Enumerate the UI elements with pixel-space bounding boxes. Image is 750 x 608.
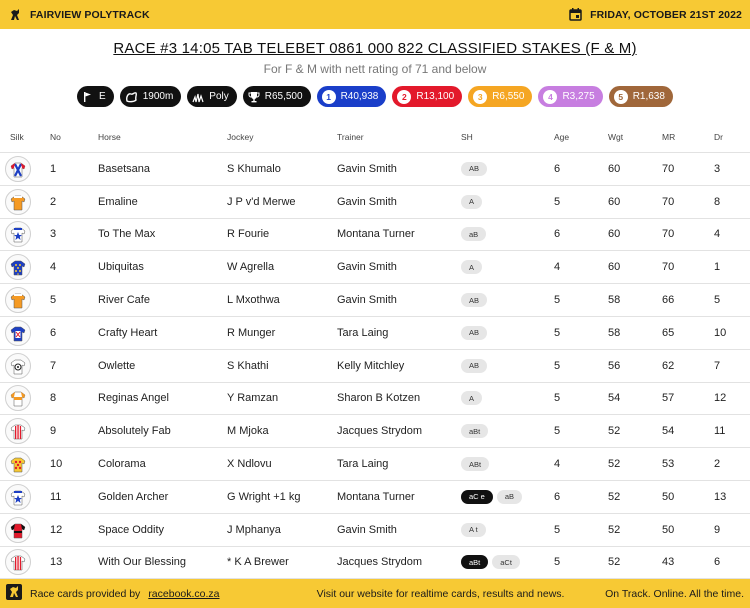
speed-handicap: [461, 195, 482, 209]
jockey-silk-icon: [5, 353, 31, 379]
merit-rating: 70: [662, 162, 675, 175]
draw-number: 13: [714, 490, 727, 503]
sh-pill: A: [461, 260, 482, 274]
horse-weight: 52: [608, 556, 621, 569]
jockey-silk-icon: [5, 451, 31, 477]
jockey-name[interactable]: * K A Brewer: [227, 556, 289, 569]
horse-age: 4: [554, 261, 561, 274]
jockey-name[interactable]: L Mxothwa: [227, 294, 280, 307]
date-text: FRIDAY, OCTOBER 21ST 2022: [590, 8, 742, 21]
header-horse: Horse: [98, 131, 121, 142]
jockey-silk-icon: [5, 156, 31, 182]
trainer-name[interactable]: Jacques Strydom: [337, 556, 422, 569]
horse-name[interactable]: Emaline: [98, 195, 138, 208]
draw-number: 7: [714, 359, 721, 372]
merit-rating: 70: [662, 195, 675, 208]
sh-pill: AB: [461, 359, 487, 373]
sh-pill: aCt: [492, 555, 520, 569]
merit-rating: 53: [662, 458, 675, 471]
horse-age: 5: [554, 195, 561, 208]
top-bar: [0, 0, 750, 29]
trainer-name[interactable]: Gavin Smith: [337, 294, 397, 307]
header-wgt: Wgt: [608, 131, 624, 142]
jockey-silk-icon: [5, 517, 31, 543]
footer-message: Visit our website for realtime cards, results and news.: [316, 587, 565, 600]
footer-credit-text: Race cards provided by: [30, 587, 141, 600]
speed-handicap: [461, 424, 488, 438]
surface-badge: [187, 86, 236, 107]
jockey-name[interactable]: S Khathi: [227, 359, 269, 372]
draw-number: 4: [714, 228, 721, 241]
table-row[interactable]: [0, 350, 750, 383]
purse-value: R65,500: [264, 91, 303, 102]
runner-number: 4: [50, 261, 57, 274]
runner-number: 11: [50, 490, 62, 503]
horse-weight: 60: [608, 261, 621, 274]
sh-pill: aBt: [461, 424, 488, 438]
place-4-amount: R3,275: [562, 91, 595, 102]
table-row[interactable]: [0, 219, 750, 252]
speed-handicap: [461, 293, 487, 307]
speed-handicap: [461, 490, 522, 504]
table-header: [0, 121, 750, 153]
sh-pill: aC e: [461, 490, 493, 504]
grass-icon: [192, 91, 204, 103]
runner-number: 2: [50, 195, 57, 208]
runner-number: 12: [50, 523, 63, 536]
horse-name[interactable]: Space Oddity: [98, 523, 165, 536]
place-3-number: 3: [473, 90, 487, 104]
table-row[interactable]: [0, 481, 750, 514]
horse-name[interactable]: Owlette: [98, 359, 136, 372]
jockey-name[interactable]: W Agrella: [227, 261, 275, 274]
header-sh: SH: [461, 131, 473, 142]
horse-logo-icon: [8, 8, 22, 22]
jockey-silk-icon: [5, 484, 31, 510]
trainer-name[interactable]: Tara Laing: [337, 458, 389, 471]
horse-weight: 60: [608, 162, 621, 175]
merit-rating: 70: [662, 228, 675, 241]
horse-age: 5: [554, 359, 561, 372]
speed-handicap: [461, 457, 489, 471]
draw-number: 5: [714, 294, 721, 307]
table-row[interactable]: [0, 153, 750, 186]
trainer-name[interactable]: Gavin Smith: [337, 261, 397, 274]
track-icon: [125, 91, 138, 103]
table-body: [0, 153, 750, 579]
surface-value: Poly: [209, 91, 229, 102]
runner-number: 1: [50, 162, 57, 175]
table-row[interactable]: [0, 514, 750, 547]
sh-pill: A: [461, 391, 482, 405]
speed-handicap: [461, 227, 486, 241]
jockey-name[interactable]: J Mphanya: [227, 523, 281, 536]
place-3-amount: R6,550: [492, 91, 525, 102]
speed-handicap: [461, 523, 486, 537]
horse-name[interactable]: Crafty Heart: [98, 326, 158, 339]
draw-number: 9: [714, 523, 721, 536]
trainer-name[interactable]: Gavin Smith: [337, 162, 397, 175]
jockey-silk-icon: [5, 254, 31, 280]
horse-age: 6: [554, 162, 561, 175]
horse-name[interactable]: Basetsana: [98, 162, 150, 175]
horse-age: 5: [554, 392, 561, 405]
horse-age: 4: [554, 458, 561, 471]
trainer-name[interactable]: Kelly Mitchley: [337, 359, 405, 372]
sh-pill: aBt: [461, 555, 488, 569]
table-row[interactable]: [0, 251, 750, 284]
jockey-silk-icon: [5, 418, 31, 444]
jockey-name[interactable]: G Wright +1 kg: [227, 490, 301, 503]
horse-age: 5: [554, 556, 561, 569]
jockey-silk-icon: [5, 385, 31, 411]
runner-number: 6: [50, 326, 57, 339]
speed-handicap: [461, 359, 487, 373]
table-row[interactable]: [0, 415, 750, 448]
merit-rating: 62: [662, 359, 675, 372]
horse-name[interactable]: Ubiquitas: [98, 261, 144, 274]
horse-age: 5: [554, 326, 561, 339]
horse-name[interactable]: Reginas Angel: [98, 392, 169, 405]
calendar-icon: [569, 8, 582, 21]
jockey-silk-icon: [5, 549, 31, 575]
table-row[interactable]: [0, 284, 750, 317]
header-jockey: Jockey: [227, 131, 254, 142]
speed-handicap: [461, 555, 520, 569]
jockey-silk-icon: [5, 320, 31, 346]
runner-number: 9: [50, 425, 57, 438]
sh-pill: A t: [461, 523, 486, 537]
table-row[interactable]: [0, 186, 750, 219]
table-row[interactable]: [0, 317, 750, 350]
horse-weight: 54: [608, 392, 621, 405]
speed-handicap: [461, 391, 482, 405]
header-trainer: Trainer: [337, 131, 364, 142]
trainer-name[interactable]: Sharon B Kotzen: [337, 392, 421, 405]
horse-name[interactable]: With Our Blessing: [98, 556, 187, 569]
trainer-name[interactable]: Tara Laing: [337, 326, 389, 339]
horse-name[interactable]: To The Max: [98, 228, 156, 241]
jockey-silk-icon: [5, 287, 31, 313]
jockey-name[interactable]: R Munger: [227, 326, 276, 339]
jockey-name[interactable]: S Khumalo: [227, 162, 281, 175]
horse-weight: 58: [608, 326, 621, 339]
sh-pill: A: [461, 195, 482, 209]
trainer-name[interactable]: Jacques Strydom: [337, 425, 422, 438]
table-row[interactable]: [0, 383, 750, 416]
table-row[interactable]: [0, 448, 750, 481]
horse-weight: 58: [608, 294, 621, 307]
place-4-number: 4: [543, 90, 557, 104]
place-2-number: 2: [397, 90, 411, 104]
horse-name[interactable]: Colorama: [98, 458, 146, 471]
jockey-name[interactable]: Y Ramzan: [227, 392, 279, 405]
speed-handicap: [461, 326, 487, 340]
draw-number: 10: [714, 326, 727, 339]
horse-weight: 52: [608, 523, 621, 536]
footer-credit: [6, 584, 276, 603]
merit-rating: 70: [662, 261, 675, 274]
horse-age: 6: [554, 490, 561, 503]
runner-number: 7: [50, 359, 57, 372]
merit-rating: 57: [662, 392, 675, 405]
header-no: No: [50, 131, 61, 142]
draw-number: 6: [714, 556, 721, 569]
place-5-number: 5: [614, 90, 628, 104]
distance-badge: [120, 86, 182, 107]
runner-number: 13: [50, 556, 63, 569]
jockey-silk-icon: [5, 189, 31, 215]
place-2-amount: R13,100: [416, 91, 455, 102]
jockey-name[interactable]: M Mjoka: [227, 425, 269, 438]
horse-weight: 52: [608, 490, 621, 503]
merit-rating: 50: [662, 490, 675, 503]
racebook-link[interactable]: racebook.co.za: [148, 587, 220, 600]
direction-badge: [77, 86, 114, 107]
trainer-name[interactable]: Gavin Smith: [337, 523, 397, 536]
distance-value: 1900m: [142, 91, 174, 102]
sh-pill: aB: [497, 490, 522, 504]
place-1-amount: R40,938: [340, 91, 379, 102]
jockey-silk-icon: [5, 221, 31, 247]
header-age: Age: [554, 131, 570, 142]
horse-age: 6: [554, 228, 561, 241]
racebook-logo-icon: [6, 584, 22, 603]
table-row[interactable]: [0, 547, 750, 580]
sh-pill: AB: [461, 293, 487, 307]
merit-rating: 66: [662, 294, 675, 307]
horse-weight: 56: [608, 359, 621, 372]
merit-rating: 50: [662, 523, 675, 536]
direction-value: E: [99, 91, 106, 102]
brand: [8, 8, 150, 22]
trainer-name[interactable]: Montana Turner: [337, 490, 415, 503]
horse-weight: 52: [608, 458, 621, 471]
horse-weight: 60: [608, 228, 621, 241]
jockey-name[interactable]: J P v'd Merwe: [227, 195, 296, 208]
sh-pill: aB: [461, 227, 486, 241]
horse-weight: 60: [608, 195, 621, 208]
horse-name[interactable]: Absolutely Fab: [98, 425, 171, 438]
horse-weight: 52: [608, 425, 621, 438]
speed-handicap: [461, 162, 487, 176]
header-silk: Silk: [10, 131, 24, 142]
merit-rating: 65: [662, 326, 675, 339]
runner-number: 10: [50, 458, 63, 471]
place-3-badge: [468, 86, 532, 107]
race-title: RACE #3 14:05 TAB TELEBET 0861 000 822 CLASSIFIED STAKES (F & M): [113, 40, 637, 57]
race-card-table: [0, 121, 750, 579]
draw-number: 2: [714, 458, 721, 471]
place-5-amount: R1,638: [632, 91, 665, 102]
race-date: [569, 8, 742, 21]
place-1-badge: [317, 86, 387, 107]
place-4-badge: [538, 86, 602, 107]
trainer-name[interactable]: Montana Turner: [337, 228, 415, 241]
sh-pill: ABt: [461, 457, 489, 471]
horse-name[interactable]: Golden Archer: [98, 490, 169, 503]
flag-icon: [82, 91, 94, 103]
runner-number: 3: [50, 228, 57, 241]
horse-name[interactable]: River Cafe: [98, 294, 150, 307]
header-dr: Dr: [714, 131, 723, 142]
purse-badge: [243, 86, 311, 107]
speed-handicap: [461, 260, 482, 274]
sh-pill: AB: [461, 162, 487, 176]
merit-rating: 43: [662, 556, 675, 569]
draw-number: 11: [714, 425, 726, 438]
footer-bar: [0, 579, 750, 608]
runner-number: 5: [50, 294, 57, 307]
draw-number: 8: [714, 195, 721, 208]
draw-number: 1: [714, 261, 721, 274]
brand-title: FAIRVIEW POLYTRACK: [30, 8, 150, 21]
place-1-number: 1: [322, 90, 336, 104]
horse-age: 5: [554, 425, 561, 438]
trophy-icon: [248, 91, 260, 103]
jockey-name[interactable]: R Fourie: [227, 228, 270, 241]
place-5-badge: [609, 86, 673, 107]
header-mr: MR: [662, 131, 676, 142]
draw-number: 3: [714, 162, 721, 175]
sh-pill: AB: [461, 326, 487, 340]
jockey-name[interactable]: X Ndlovu: [227, 458, 272, 471]
horse-age: 5: [554, 523, 561, 536]
footer-tagline: On Track. Online. All the time.: [605, 587, 744, 600]
horse-age: 5: [554, 294, 561, 307]
race-conditions: For F & M with nett rating of 71 and below: [263, 62, 487, 76]
trainer-name[interactable]: Gavin Smith: [337, 195, 397, 208]
runner-number: 8: [50, 392, 57, 405]
place-2-badge: [392, 86, 462, 107]
race-info-badges: [0, 86, 750, 107]
draw-number: 12: [714, 392, 727, 405]
merit-rating: 54: [662, 425, 675, 438]
